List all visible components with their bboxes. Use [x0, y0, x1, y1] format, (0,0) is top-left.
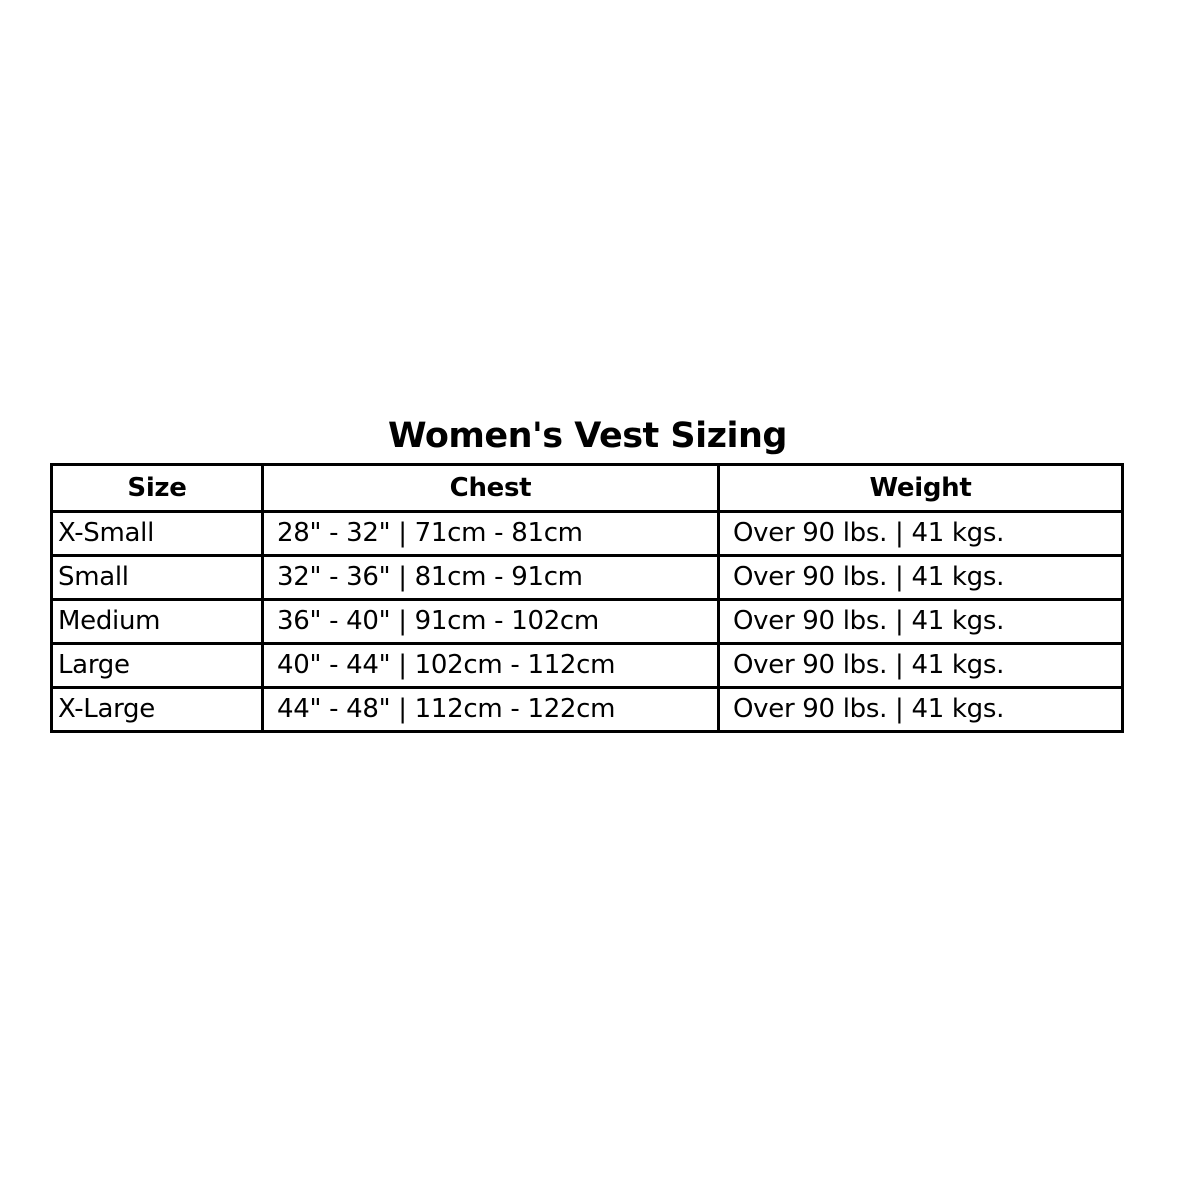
size-cell: Medium: [52, 600, 263, 644]
table-header-row: [52, 465, 1123, 512]
chest-cell: 44" - 48" | 112cm - 122cm: [263, 688, 719, 732]
header-chest: Chest: [263, 465, 719, 512]
weight-cell: Over 90 lbs. | 41 kgs.: [719, 600, 1123, 644]
size-cell: Small: [52, 556, 263, 600]
size-cell: X-Large: [52, 688, 263, 732]
weight-cell: Over 90 lbs. | 41 kgs.: [719, 644, 1123, 688]
table-row: [52, 688, 1123, 732]
sizing-chart-title: Women's Vest Sizing: [388, 416, 787, 456]
weight-cell: Over 90 lbs. | 41 kgs.: [719, 688, 1123, 732]
chest-cell: 28" - 32" | 71cm - 81cm: [263, 512, 719, 556]
sizing-table: [50, 463, 1124, 733]
chest-cell: 36" - 40" | 91cm - 102cm: [263, 600, 719, 644]
table-row: [52, 556, 1123, 600]
table-row: [52, 644, 1123, 688]
size-cell: X-Small: [52, 512, 263, 556]
weight-cell: Over 90 lbs. | 41 kgs.: [719, 556, 1123, 600]
weight-cell: Over 90 lbs. | 41 kgs.: [719, 512, 1123, 556]
chest-cell: 32" - 36" | 81cm - 91cm: [263, 556, 719, 600]
chest-cell: 40" - 44" | 102cm - 112cm: [263, 644, 719, 688]
table-row: [52, 512, 1123, 556]
header-size: Size: [52, 465, 263, 512]
header-weight: Weight: [719, 465, 1123, 512]
table-row: [52, 600, 1123, 644]
size-cell: Large: [52, 644, 263, 688]
